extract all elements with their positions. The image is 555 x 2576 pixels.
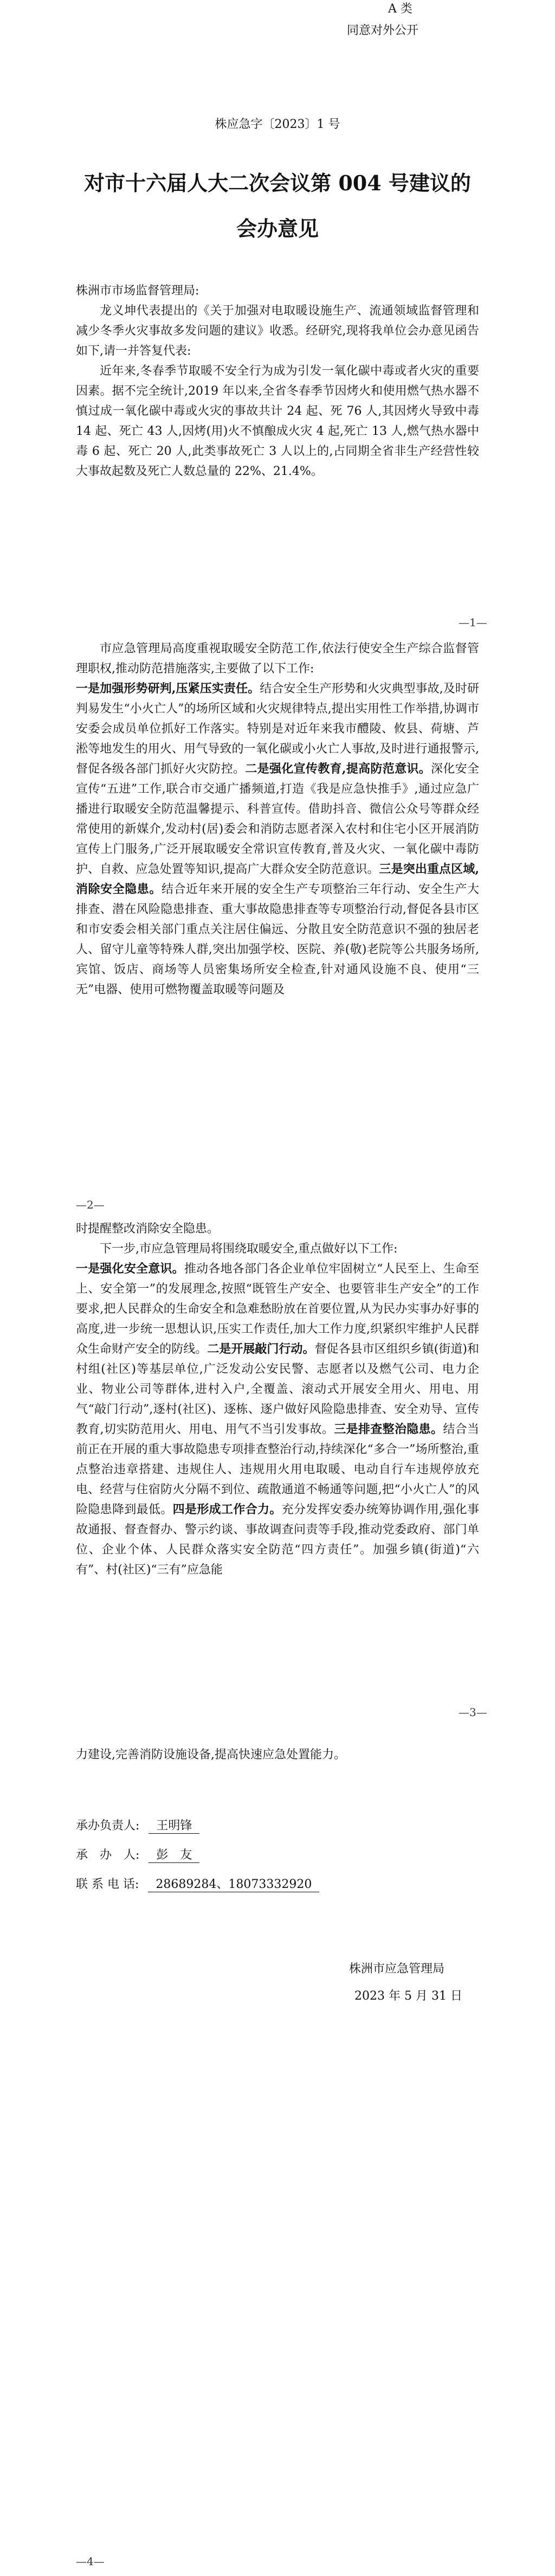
intro-paragraph: 龙义坤代表提出的《关于加强对电取暖设施生产、流通领域监督管理和减少冬季火灾事故多发问题的建议》收悉。经研究,现将我单位会办意见函告如下,请一并答复代表: [76, 304, 479, 358]
next-4-heading: 四是形成工作合力。 [172, 1502, 282, 1517]
measure-2-heading: 二是强化宣传教育,提高防范意识。 [245, 762, 431, 776]
phone-label: 联 系 电 话: [76, 1878, 139, 1891]
page-number-2: —2— [76, 1198, 105, 1211]
category-label: A 类 [388, 2, 412, 16]
addressee: 株洲市市场监督管理局: [76, 284, 199, 298]
measure-2-body: 深化安全宣传“五进”工作,联合市交通广播频道,打造《我是应急快推手》,通过应急广播进行取暖安全防范温馨提示、科普宣传。借助抖音、微信公众号等群众经常使用的新媒介,发动村(居)委会和消防志愿者深入农村和住宅小区开展消防宣传上门服务,广泛开展取暖安全常识宣传教育,普及火灾、一氧化碳中毒防护、自救、应急处置等知识,提高广大群众安全防范意识。 [76, 762, 479, 876]
disclosure-label: 同意对外公开 [347, 24, 419, 37]
document-title-line1: 对市十六届人大二次会议第 004 号建议的 [84, 171, 471, 195]
document-number: 株应急字〔2023〕1 号 [215, 118, 340, 131]
page4-continuation: 力建设,完善消防设施设备,提高快速应急处置能力。 [76, 1748, 346, 1762]
responsible-row [76, 1816, 199, 1834]
responsible-name: 王明锋 [149, 1816, 199, 1834]
page2-flow [76, 639, 479, 1000]
page2-paragraph [76, 679, 479, 1000]
page3-body [76, 1219, 479, 1580]
measure-1-body: 结合安全生产形势和火灾典型事故,及时研判易发生“小火亡人”的场所区域和火灾规律特点,提出实用性工作举措,协调市安委会成员单位抓好工作落实。特别是对近年来我市醴陵、攸县、荷塘、芦淞等地发生的用火、用气导致的一氧化碳或小火亡人事故,及时进行通报警示,督促各级各部门抓好火灾防控。 [76, 682, 479, 776]
next-steps-paragraph [76, 1259, 479, 1580]
handler-row [76, 1846, 199, 1863]
page3-continuation: 时提醒整改消除安全隐患。 [76, 1222, 220, 1236]
issue-date: 2023 年 5 月 31 日 [354, 1989, 462, 2003]
handler-name: 彭 友 [149, 1846, 199, 1863]
next-steps-intro: 下一步,市应急管理局将围绕取暖安全,重点做好以下工作: [100, 1242, 398, 1256]
measure-1-heading: 一是加强形势研判,压紧压实责任。 [76, 682, 260, 696]
issuing-organization: 株洲市应急管理局 [349, 1962, 445, 1976]
handler-label: 承 办 人: [76, 1848, 140, 1862]
page2-intro: 市应急管理局高度重视取暖安全防范工作,依法行使安全生产综合监督管理职权,推动防范措施落实,主要做了以下工作: [76, 642, 479, 676]
next-1-heading: 一是强化安全意识。 [76, 1262, 184, 1276]
page-number-3: —3— [459, 1706, 487, 1719]
page-number-4: —4— [76, 2555, 105, 2568]
responsible-label: 承办负责人: [76, 1819, 140, 1833]
next-2-heading: 二是开展敲门行动。 [207, 1342, 315, 1356]
page1-body [76, 281, 479, 481]
next-4-body: 充分发挥安委办统筹协调作用,强化事故通报、督查督办、警示约谈、事故调查问责等手段,推动党委政府、部门单位、企业个体、人民群众落实安全防范“四方责任”。加强乡镇(街道)“六有”、村(社区)“三有”应急能 [76, 1503, 479, 1577]
page4-body [76, 1745, 479, 1765]
document-title-line2: 会办意见 [236, 216, 319, 241]
background-paragraph: 近年来,冬春季节取暖不安全行为成为引发一氧化碳中毒或者火灾的重要因素。据不完全统计,2019 年以来,全省冬春季节因烤火和使用燃气热水器不慎过成一氧化碳中毒或火灾的事故共计 24 起、死 76 人,其因烤火导致中毒 14 起、死亡 43 人,因烤(用)火不慎酿成火灾 4 起,死亡 13 人,燃气热水器中毒 6 起、死亡 20 人,此类事故死亡 3 人以上的,占同期全省非生产经营性较大事故起数及死亡人数总量的 22%、21.4%。 [76, 364, 479, 478]
measure-3-body: 结合近年来开展的安全生产专项整治三年行动、安全生产大排查、潜在风险隐患排查、重大事故隐患排查等专项整治行动,督促各县市区和市安委会相关部门重点关注居住偏远、分散且安全防范意识不强的独居老人、留守儿童等特殊人群,突出加强学校、医院、养(敬)老院等公共服务场所,宾馆、饭店、商场等人员密集场所安全检查,针对通风设施不良、使用“三无”电器、使用可燃物覆盖取暖等问题及 [76, 883, 479, 997]
next-2-body: 督促各县市区组织乡镇(街道)和村组(社区)等基层单位,广泛发动公安民警、志愿者以及燃气公司、电力企业、物业公司等群体,进村入户,全覆盖、滚动式开展安全用火、用电、用气“敲门行动”,逐村(社区)、逐栋、逐户做好风险隐患排查、安全劝导、宣传教育,切实防范用火、用电、用气不当引发事故。 [76, 1342, 479, 1436]
next-1-body: 推动各地各部门各企业单位牢固树立“人民至上、生命至上、安全第一”的发展理念,按照“既管生产安全、也要管非生产安全”的工作要求,把人民群众的生命安全和急难愁盼放在首要位置,从为民办实事办好事的高度,进一步统一思想认识,压实工作责任,加大工作力度,织紧织牢维护人民群众生命财产安全的防线。 [76, 1262, 479, 1356]
next-3-heading: 三是排查整治隐患。 [334, 1422, 443, 1436]
phone-value: 28689284、18073332920 [148, 1875, 319, 1892]
phone-row [76, 1875, 319, 1892]
measure-3-heading: 三是突出重点区域,消除安全隐患。 [76, 862, 479, 896]
next-3-body: 结合当前正在开展的重大事故隐患专项排查整治行动,持续深化“多合一”场所整治,重点整治违章搭建、违规住人、违规用火用电取暖、电动自行车违规停放充电、经营与住宿防火分隔不到位、疏散通道不畅通等问题,把“小火亡人”的风险隐患降到最低。 [76, 1423, 479, 1517]
page-number-1: —1— [459, 616, 487, 629]
